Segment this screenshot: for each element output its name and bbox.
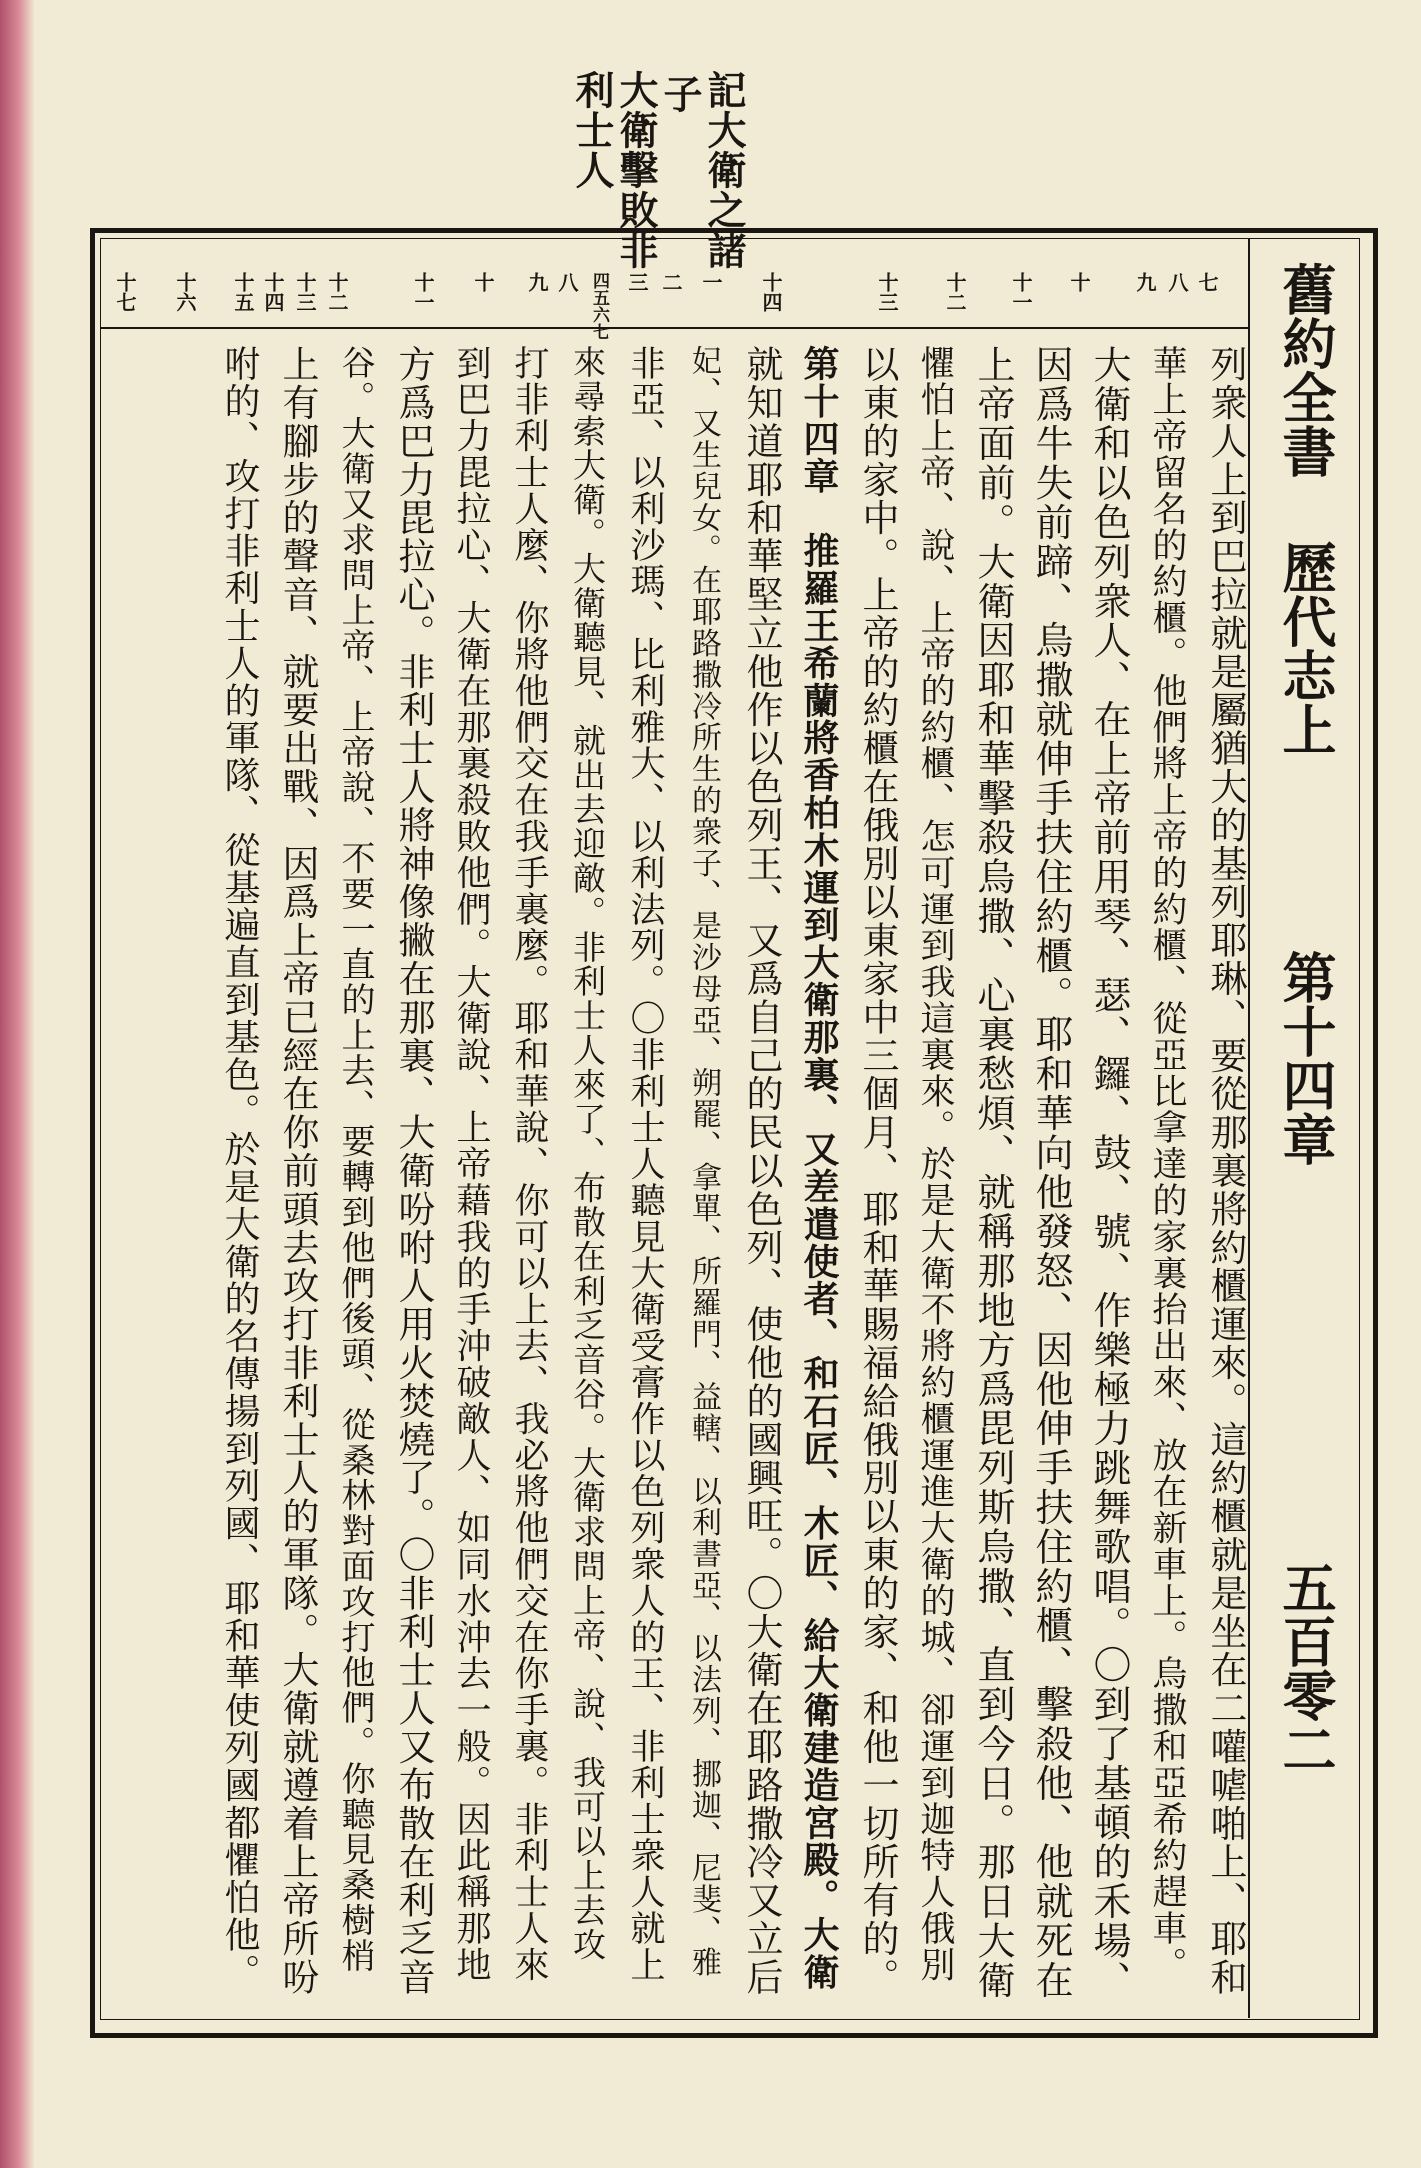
verse-number: 十二 [943,272,967,312]
text-column-12: 來尋索大衛。大衛聽見、就出去迎敵。非利士人來了、布散在利乏音谷。大衛求問上帝、說、我可以上去攻 [568,345,607,1962]
verse-number: 四五六七 [589,272,609,340]
verse-number: 八 [1165,272,1189,292]
text-column-16: 谷。大衛又求問上帝、上帝說、不要一直的上去、要轉到他們後頭、從桑林對面攻打他們。你聽見桑樹梢 [335,345,375,1974]
verse-number: 十六 [173,272,197,312]
text-column-13: 打非利士人麼、你將他們交在我手裏麼。耶和華說、你可以上去、我必將他們交在你手裏。非利士人來 [509,345,549,1983]
verse-number: 十三 [875,272,899,312]
verse-number-divider [100,327,1248,329]
text-column-14: 到巴力毘拉心、大衛在那裏殺敗他們。大衛說、上帝藉我的手沖破敵人、如同水沖去一般。因此稱那地 [451,345,491,1983]
text-column-5: 上帝面前。大衛因耶和華擊殺烏撒、心裏愁煩、就稱那地方爲毘列斯烏撒、直到今日。那日大衛 [971,345,1015,2000]
chapter-start-column: 第十四章 推羅王希蘭將香柏木運到大衛那裏、又差遣使者、和石匠、木匠、給大衛建造宮殿。大衛 [798,345,840,1991]
verse-number: 十二 [325,272,349,312]
text-column-9: 就知道耶和華堅立他作以色列王、又爲自己的民以色列、使他的國興旺。〇大衛在耶路撒冷又立后 [740,345,783,1997]
verse-number: 九 [1133,272,1157,292]
section-title: 歷代志上 [1274,540,1338,756]
text-column-11: 非亞、以利沙瑪、比利雅大、以利法列。〇非利士人聽見大衛受膏作以色列衆人的王、非利士衆人就上 [625,345,665,1983]
verse-number: 十 [1067,272,1091,292]
text-column-3: 大衛和以色列衆人、在上帝前用琴、瑟、鑼、鼓、號、作樂極力跳舞歌唱。〇到了基頓的禾場、 [1087,345,1131,2000]
text-column-1: 列衆人上到巴拉就是屬猶大的基列耶琳、要從那裏將約櫃運來。這約櫃就是坐在二嚾㖸啪上、耶和 [1204,345,1247,1997]
text-column-2: 華上帝留名的約櫃。他們將上帝的約櫃、從亞比拿達的家裏抬出來、放在新車上。烏撒和亞希約趕車。 [1147,345,1187,1983]
book-title: 舊約全書 [1274,262,1338,478]
book-spine [0,0,34,2168]
verse-number: 十五 [231,272,255,312]
verse-number: 十三 [293,272,317,312]
marginal-note-line-2: 子 [657,74,703,114]
verse-number: 十四 [759,272,783,312]
verse-number: 十七 [113,272,137,312]
verse-number: 二 [659,272,683,292]
marginal-note-line-1: 記大衛之諸 [701,70,747,270]
verse-number: 九 [525,272,549,292]
page-number: 五百零二 [1274,1560,1338,1776]
marginal-note-line-4: 利士人 [569,70,615,190]
verse-number: 十一 [1009,272,1033,312]
verse-number: 十四 [261,272,285,312]
verse-number: 七 [1195,272,1219,292]
chapter-heading: 第十四章 [1274,950,1338,1166]
text-column-15: 方爲巴力毘拉心。非利士人將神像撇在那裏、大衛吩咐人用火焚燒了。〇非利士人又布散在利乏音 [392,345,435,1997]
text-column-17: 上有腳步的聲音、就要出戰、因爲上帝已經在你前頭去攻打非利士人的軍隊。大衛就遵着上帝所吩 [276,345,319,1997]
text-column-18: 咐的、攻打非利士人的軍隊、從基遍直到基色。於是大衛的名傳揚到列國、耶和華使列國都懼怕他。 [219,345,260,1991]
verse-number: 八 [555,272,579,292]
text-column-7: 以東的家中。上帝的約櫃在俄別以東家中三個月、耶和華賜福給俄別以東的家、和他一切所有的。 [856,345,899,1997]
text-column-10: 妃、又生兒女。在耶路撒冷所生的衆子、是沙母亞、朔罷、拿單、所羅門、益轄、以利書亞、以法列、挪迦、尼斐、雅 [686,345,721,1978]
text-column-6: 懼怕上帝、說、上帝的約櫃、怎可運到我這裏來。於是大衛不將約櫃運進大衛的城、卻運到迦特人俄別 [915,345,955,1983]
marginal-note-line-3: 大衛擊敗非 [613,70,659,270]
verse-number: 一 [699,272,723,292]
text-column-4: 因爲牛失前蹄、烏撒就伸手扶住約櫃。耶和華向他發怒、因他伸手扶住約櫃、擊殺他、他就死在 [1029,345,1073,2000]
verse-number: 三 [625,272,649,292]
verse-number: 十一 [411,272,435,312]
verse-number: 十 [471,272,495,292]
